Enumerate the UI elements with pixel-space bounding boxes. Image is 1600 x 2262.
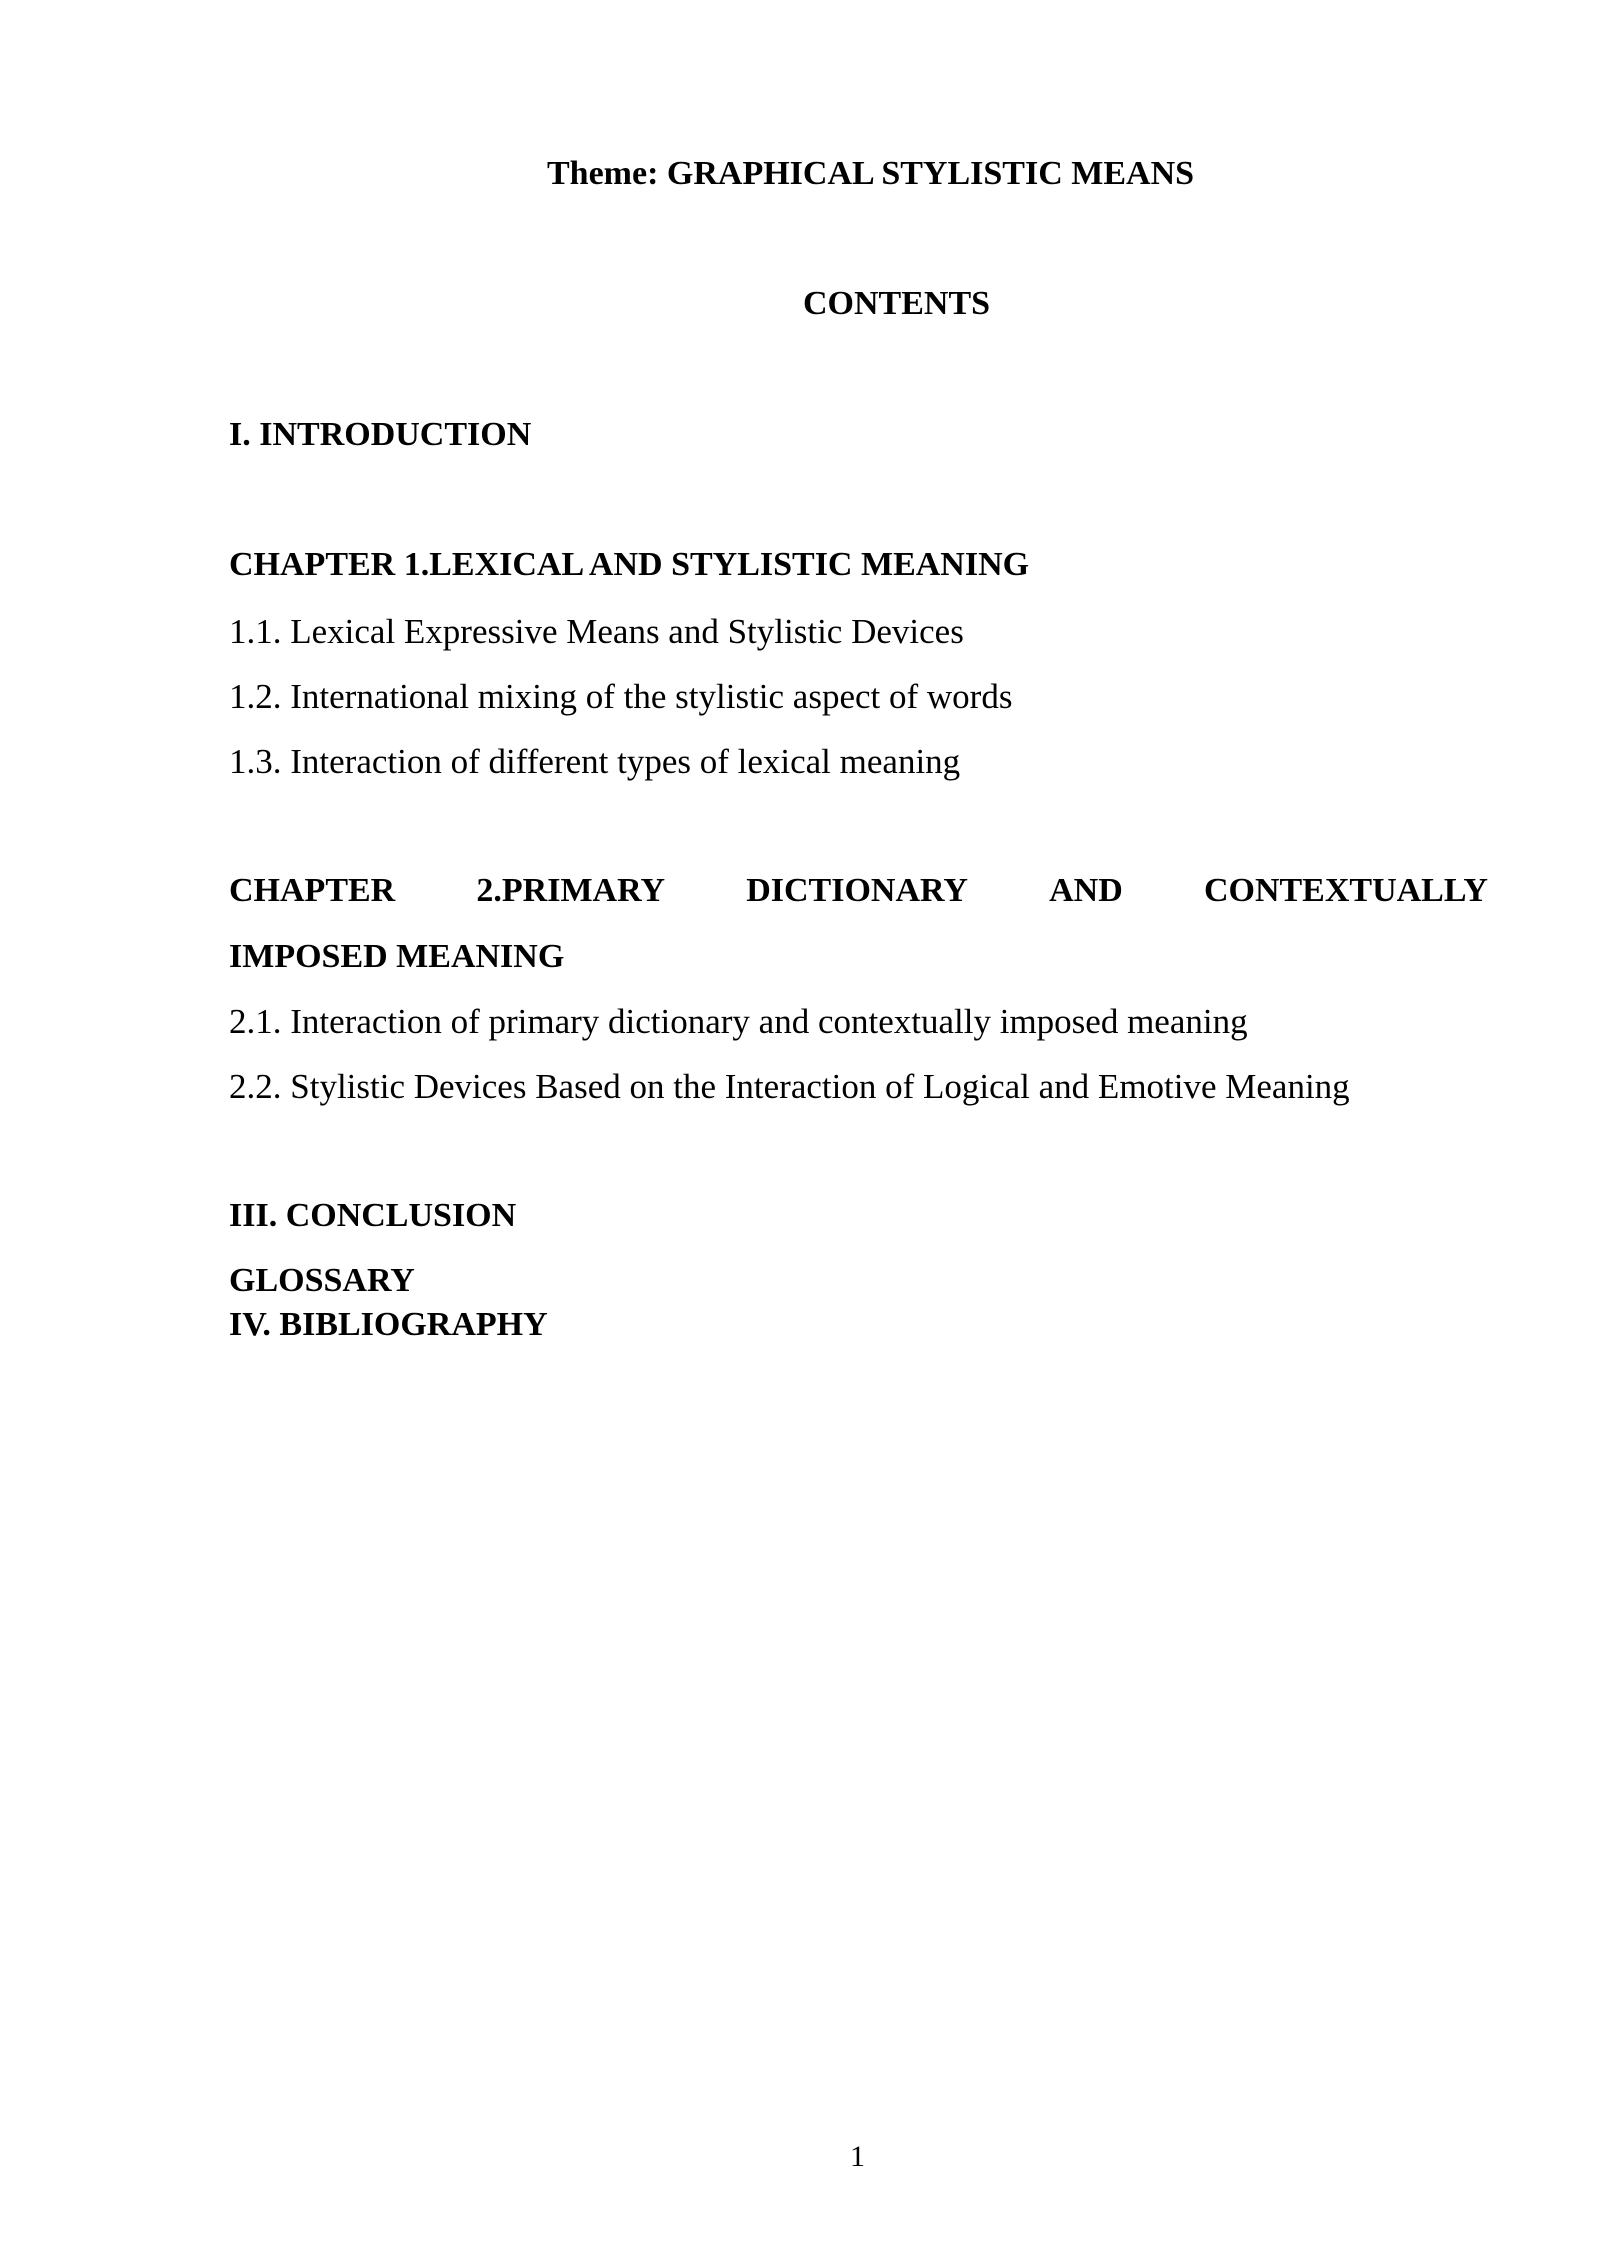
toc-entry-bibliography: IV. BIBLIOGRAPHY: [229, 1306, 548, 1343]
toc-section-1-1: 1.1. Lexical Expressive Means and Stylistic Devices: [229, 612, 964, 651]
document-theme-title: Theme: GRAPHICAL STYLISTIC MEANS: [547, 155, 1195, 192]
toc-chapter-2-title-line-2: IMPOSED MEANING: [229, 938, 565, 975]
page-number: 1: [850, 2140, 865, 2173]
toc-chapter-1-title: CHAPTER 1.LEXICAL AND STYLISTIC MEANING: [229, 546, 1030, 583]
toc-section-1-3: 1.3. Interaction of different types of lexical meaning: [229, 742, 961, 781]
toc-entry-introduction: I. INTRODUCTION: [229, 416, 532, 453]
toc-entry-glossary: GLOSSARY: [229, 1262, 415, 1299]
toc-chapter-2-word: DICTIONARY: [746, 872, 968, 909]
toc-section-2-1: 2.1. Interaction of primary dictionary and contextually imposed meaning: [229, 1002, 1248, 1041]
toc-entry-conclusion: III. CONCLUSION: [229, 1197, 517, 1234]
contents-heading: CONTENTS: [803, 285, 991, 322]
toc-chapter-2-title-line-1: [229, 874, 1488, 908]
toc-chapter-2-word: 2.PRIMARY: [476, 872, 666, 909]
toc-section-2-2: 2.2. Stylistic Devices Based on the Interaction of Logical and Emotive Meaning: [229, 1067, 1350, 1106]
toc-chapter-2-word: AND: [1049, 872, 1123, 909]
toc-chapter-2-word: CHAPTER: [229, 872, 396, 909]
toc-section-1-2: 1.2. International mixing of the stylistic aspect of words: [229, 677, 1013, 716]
toc-chapter-2-word: CONTEXTUALLY: [1203, 872, 1488, 909]
